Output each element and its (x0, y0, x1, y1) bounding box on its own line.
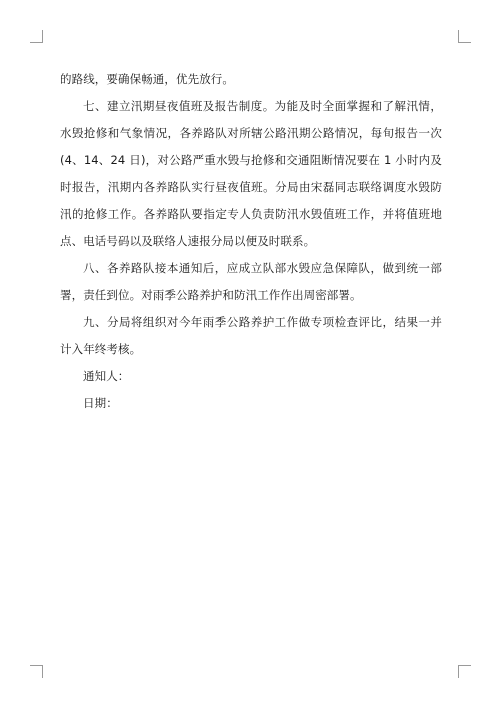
paragraph-section-7: 七、建立汛期昼夜值班及报告制度。为能及时全面掌握和了解汛情，水毁抢修和气象情况，各养路队对所辖公路汛期公路情况，每旬报告一次(4、14、24 日)，对公路严重水毁与抢修和交通阻断情况要在 1 小时内及时报告，汛期内各养路队实行昼夜值班。分局由宋磊同志联络调度水毁防汛的抢修工作。各养路队要指定专人负责防汛水毁值班工作，并将值班地点、电话号码以及联络人速报分局以便及时联系。 (60, 99, 442, 248)
notifier-label: 通知人： (83, 369, 130, 383)
date-label: 日期： (83, 396, 118, 410)
paragraph-section-8: 八、各养路队接本通知后，应成立队部水毁应急保障队，做到统一部署，责任到位。对雨季公路养护和防汛工作作出周密部署。 (60, 261, 442, 302)
crop-mark-bottom-left (30, 665, 43, 678)
crop-mark-top-left (30, 30, 43, 43)
crop-mark-top-right (458, 30, 471, 43)
paragraph-continuation: 的路线，要确保畅通，优先放行。 (60, 72, 234, 86)
document-body (60, 66, 442, 417)
paragraph-section-9: 九、分局将组织对今年雨季公路养护工作做专项检查评比，结果一并计入年终考核。 (60, 315, 442, 356)
crop-mark-bottom-right (458, 665, 471, 678)
